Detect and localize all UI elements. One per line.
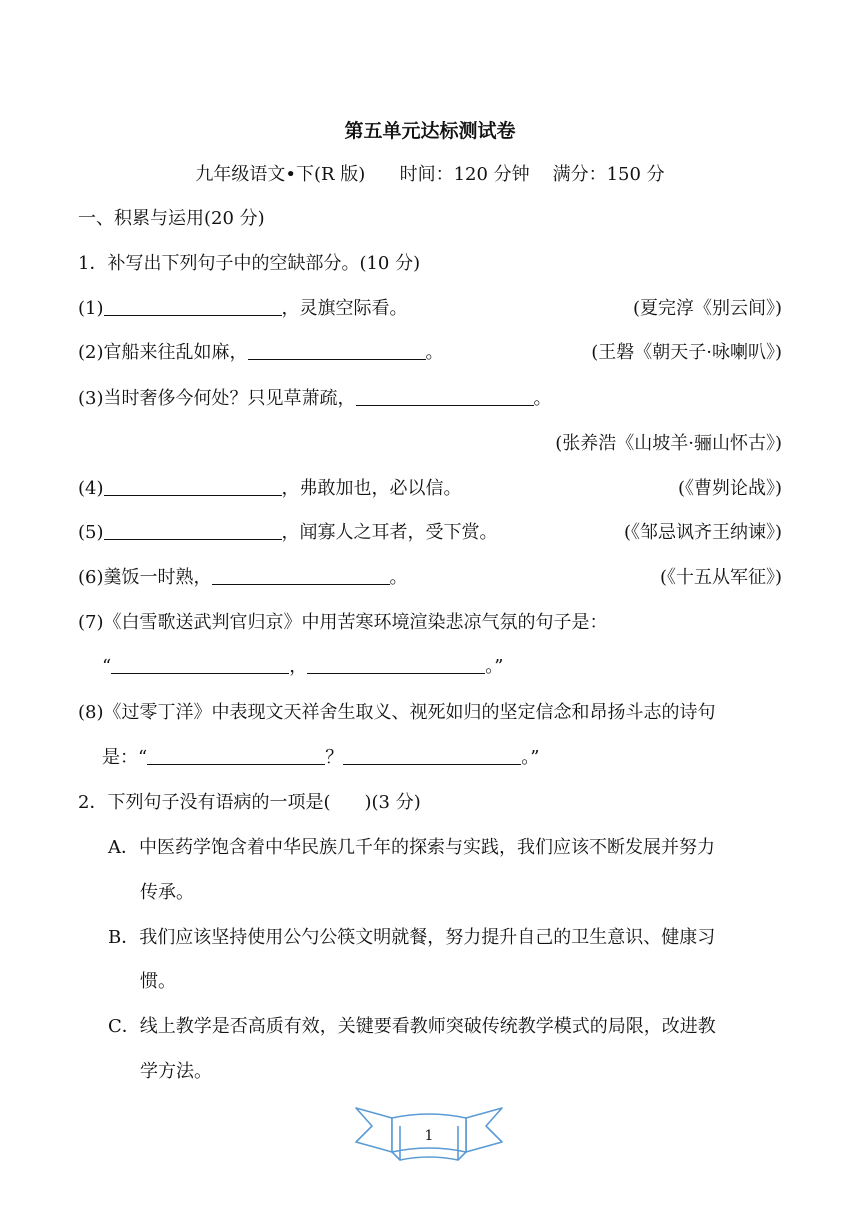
fill-item-prefix: (1): [78, 298, 104, 319]
answer-blank[interactable]: [147, 746, 325, 765]
fill-item-4: [78, 476, 782, 502]
fill-item-5: [78, 520, 782, 546]
question-2-stem-start: 2．下列句子没有语病的一项是(: [78, 792, 331, 813]
answer-blank[interactable]: [111, 655, 289, 674]
section-heading: 一、积累与运用(20 分): [78, 208, 265, 229]
source-citation: (夏完淳《别云间》): [632, 298, 782, 319]
fill-item-text: ，弗敢加也，必以信。: [281, 478, 462, 499]
source-citation: (《邹忌讽齐王纳谏》): [623, 522, 782, 543]
fill-item-prefix: (6)羹饭一时熟，: [78, 567, 212, 588]
fill-item-text: 。: [389, 567, 408, 588]
option-b-continued: 惯。: [140, 971, 176, 992]
quote-open: “: [102, 656, 112, 677]
fill-item-7-stem: (7)《白雪歌送武判官归京》中用苦寒环境渲染悲凉气氛的句子是：: [78, 612, 608, 633]
answer-blank[interactable]: [307, 655, 485, 674]
answer-blank[interactable]: [212, 566, 390, 585]
page-footer-ribbon: [352, 1102, 506, 1168]
fill-item-prefix: (3)当时奢侈今何处？只见草萧疏，: [78, 388, 356, 409]
fill-item-6: [78, 565, 782, 591]
option-c[interactable]: C．线上教学是否高质有效，关键要看教师突破传统教学模式的局限，改进教: [108, 1016, 716, 1037]
answer-blank[interactable]: [248, 341, 426, 360]
fill-item-7-answer: [102, 654, 782, 680]
fill-item-prefix: (5): [78, 522, 104, 543]
page-title: 第五单元达标测试卷: [344, 120, 516, 142]
option-c-continued: 学方法。: [140, 1061, 212, 1082]
fill-item-1: [78, 296, 782, 322]
answer-blank[interactable]: [104, 297, 282, 316]
answer-blank[interactable]: [104, 521, 282, 540]
option-a-continued: 传承。: [140, 882, 194, 903]
question-2-stem: [78, 790, 782, 816]
source-citation: (王磐《朝天子·咏喇叭》): [591, 342, 782, 363]
quote-close: 。”: [485, 656, 504, 677]
fill-item-prefix: (4): [78, 478, 104, 499]
option-a[interactable]: A．中医药学饱含着中华民族几千年的探索与实践，我们应该不断发展并努力: [108, 837, 715, 858]
question-1-stem: 1．补写出下列句子中的空缺部分。(10 分): [78, 253, 421, 274]
answer-blank[interactable]: [356, 387, 534, 406]
question-2-stem-end: )(3 分): [364, 792, 421, 813]
fill-item-text: 。: [425, 342, 444, 363]
fill-item-3: [78, 386, 782, 412]
fill-item-text: ，闻寡人之耳者，受下赏。: [281, 522, 498, 543]
separator: ？: [325, 747, 344, 768]
answer-blank[interactable]: [343, 746, 521, 765]
page-number: 1: [424, 1128, 434, 1144]
separator: ，: [289, 656, 308, 677]
fill-item-8-stem: (8)《过零丁洋》中表现文天祥舍生取义、视死如归的坚定信念和昂扬斗志的诗句: [78, 702, 716, 723]
source-citation: (《曹刿论战》): [677, 478, 782, 499]
fill-item-text: 。: [533, 388, 552, 409]
fill-item-2: [78, 340, 782, 366]
answer-blank[interactable]: [104, 477, 282, 496]
quote-close: 。”: [521, 747, 540, 768]
fill-item-prefix: (2)官船来往乱如麻，: [78, 342, 248, 363]
fill-item-text: ，灵旗空际看。: [281, 298, 408, 319]
answer-lead: 是：“: [102, 747, 148, 768]
option-b[interactable]: B．我们应该坚持使用公勺公筷文明就餐，努力提升自己的卫生意识、健康习: [108, 927, 716, 948]
fill-item-8-answer: [102, 745, 782, 771]
fill-item-3-source-line: [78, 431, 782, 457]
page-subtitle: 九年级语文•下(R 版) 时间：120 分钟 满分：150 分: [195, 164, 665, 185]
source-citation: (《十五从军征》): [659, 567, 782, 588]
source-citation: (张养浩《山坡羊·骊山怀古》): [555, 433, 782, 454]
